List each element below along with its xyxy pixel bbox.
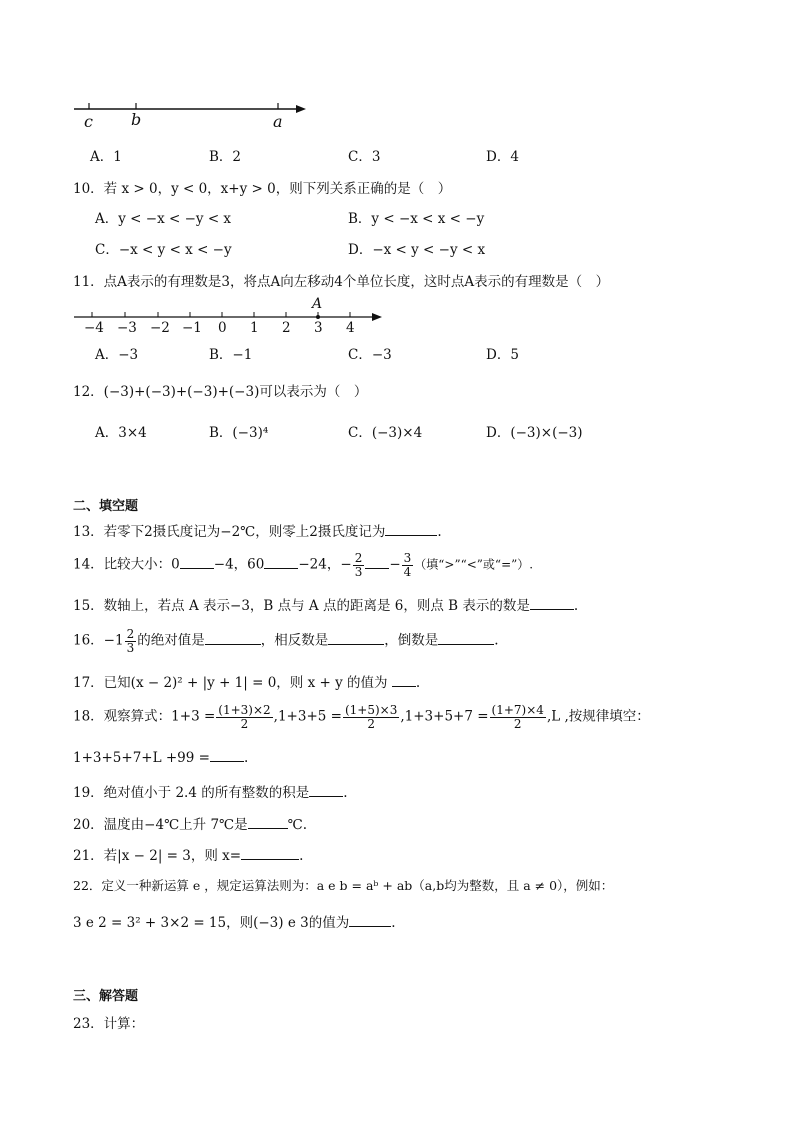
q22-line-1: 22．定义一种新运算 e ，规定运算法则为：a e b = aᵇ + ab（a,b均为整数，且 a ≠ 0），例如： xyxy=(73,878,614,893)
q11-tick--2: −2 xyxy=(150,320,170,336)
q10-stem: 10．若 x > 0，y < 0，x+y > 0，则下列关系正确的是（ ） xyxy=(73,181,452,197)
q11-tick--3: −3 xyxy=(117,320,137,336)
q16-fraction-denominator: 3 xyxy=(126,640,135,655)
q10-option-b: B．y < −x < x < −y xyxy=(348,211,485,227)
q12-stem: 12．(−3)+(−3)+(−3)+(−3)可以表示为（ ） xyxy=(73,384,368,400)
q21-text: 21．若|x − 2| = 3，则 x= xyxy=(73,848,242,864)
q18-text-c: ,1+3+5+7 = xyxy=(400,708,489,725)
q23-stem: 23．计算： xyxy=(73,1016,145,1032)
q18-end: . xyxy=(243,750,249,766)
q14-fraction-1 xyxy=(353,552,365,578)
q18-line-2-text: 1+3+5+7+L +99 = xyxy=(73,750,210,766)
section-answer-title: 三、解答题 xyxy=(73,989,139,1004)
q11-point-label: A xyxy=(312,296,323,312)
q18-fraction-2-numerator: (1+5)×3 xyxy=(344,703,398,717)
q17-answer-blank[interactable] xyxy=(392,675,416,687)
q18-text-d: ,L ,按规律填空： xyxy=(546,708,650,725)
q11-option-c: C．−3 xyxy=(348,347,392,363)
q16-text-e: . xyxy=(494,632,499,649)
q14-fraction-1-numerator: 2 xyxy=(354,551,363,565)
q15-answer-blank[interactable] xyxy=(530,598,574,610)
q13 xyxy=(73,520,442,540)
q19-answer-blank[interactable] xyxy=(309,785,343,797)
q14-text-e: （填“>”“<”或“=”）. xyxy=(414,557,534,572)
q14-text-b: −4，60 xyxy=(213,556,265,573)
q18-line-1 xyxy=(73,704,650,730)
q20 xyxy=(73,813,307,833)
q11-option-b: B．−1 xyxy=(209,347,253,363)
q9-label-a: a xyxy=(273,112,283,131)
q14-fraction-2-denominator: 4 xyxy=(403,564,412,579)
q16-fraction xyxy=(125,628,137,654)
q14-blank-1[interactable] xyxy=(180,557,214,569)
q21-answer-blank[interactable] xyxy=(241,848,299,860)
q18-fraction-1 xyxy=(216,704,272,730)
q16-text-a: 16．−1 xyxy=(73,632,124,649)
q11-tick-0: 0 xyxy=(218,320,227,336)
q16-blank-opposite[interactable] xyxy=(328,633,384,645)
q18-fraction-3-denominator: 2 xyxy=(513,716,522,731)
q14-blank-3[interactable] xyxy=(365,557,389,569)
q11-tick--4: −4 xyxy=(84,320,104,336)
q18-fraction-2-denominator: 2 xyxy=(367,716,375,731)
q19 xyxy=(73,781,348,801)
q14-fraction-2-numerator: 3 xyxy=(403,551,412,565)
q22-text: 3 e 2 = 3² + 3×2 = 15，则(−3) e 3的值为 xyxy=(73,915,350,931)
q15-end: . xyxy=(573,598,579,614)
q18-answer-blank[interactable] xyxy=(210,750,244,762)
q19-text: 19．绝对值小于 2.4 的所有整数的积是 xyxy=(73,785,310,801)
q18-fraction-1-numerator: (1+3)×2 xyxy=(218,703,271,717)
q22-answer-blank[interactable] xyxy=(349,915,391,927)
q10-option-d: D．−x < y < −y < x xyxy=(348,242,486,258)
q18-fraction-3-numerator: (1+7)×4 xyxy=(491,703,544,717)
q10-option-a: A．y < −x < −y < x xyxy=(95,211,232,227)
q12-option-b: B．(−3)⁴ xyxy=(209,425,269,441)
q22-line-2 xyxy=(73,911,396,931)
q10-option-c: C．−x < y < x < −y xyxy=(95,242,232,258)
q14-text-a: 14．比较大小：0 xyxy=(73,556,180,573)
q11-option-d: D．5 xyxy=(486,347,519,363)
q16-text-b: 的绝对值是 xyxy=(137,632,205,649)
q17-end: . xyxy=(415,675,421,691)
q14-blank-2[interactable] xyxy=(264,557,298,569)
q11-tick--1: −1 xyxy=(182,320,202,336)
q16 xyxy=(73,628,499,654)
q11-stem: 11．点A表示的有理数是3，将点A向左移动4个单位长度，这时点A表示的有理数是（ ） xyxy=(73,274,610,290)
q14 xyxy=(73,552,533,578)
q14-fraction-1-denominator: 3 xyxy=(354,564,363,579)
q11-option-a: A．−3 xyxy=(95,347,139,363)
q18-fraction-3 xyxy=(490,704,546,730)
q13-answer-blank[interactable] xyxy=(385,524,437,536)
q19-end: . xyxy=(343,785,348,801)
q11-tick-1: 1 xyxy=(250,320,259,336)
q16-blank-reciprocal[interactable] xyxy=(438,633,494,645)
q20-answer-blank[interactable] xyxy=(248,817,288,829)
q9-option-c: C．3 xyxy=(348,149,381,165)
q14-text-c: −24，− xyxy=(298,556,352,573)
q11-tick-3: 3 xyxy=(314,320,323,336)
q12-option-c: C．(−3)×4 xyxy=(348,425,423,441)
q21-end: . xyxy=(299,848,304,864)
q9-label-b: b xyxy=(131,110,142,129)
q15-text: 15．数轴上，若点 A 表示−3，B 点与 A 点的距离是 6，则点 B 表示的数是 xyxy=(73,598,530,614)
q11-tick-4: 4 xyxy=(346,320,355,336)
q18-fraction-2 xyxy=(343,704,399,730)
q9-option-d: D．4 xyxy=(486,149,519,165)
q9-option-a: A．1 xyxy=(90,149,122,165)
section-fill-in-title: 二、填空题 xyxy=(73,499,139,514)
q9-label-c: c xyxy=(84,112,93,131)
q22-end: . xyxy=(391,915,396,931)
q11-tick-2: 2 xyxy=(282,320,291,336)
q18-line-2 xyxy=(73,750,248,766)
q17 xyxy=(73,671,420,691)
q16-text-c: ，相反数是 xyxy=(260,632,329,649)
q14-text-d: − xyxy=(389,556,401,573)
q9-option-b: B．2 xyxy=(209,149,242,165)
q20-text: 20．温度由−4℃上升 7℃是 xyxy=(73,817,248,833)
q16-blank-abs[interactable] xyxy=(205,633,261,645)
q21 xyxy=(73,844,303,864)
q18-text-b: ,1+3+5 = xyxy=(273,708,342,725)
q13-end: . xyxy=(437,524,442,540)
q15 xyxy=(73,594,578,614)
q13-text: 13．若零下2摄氏度记为−2℃，则零上2摄氏度记为 xyxy=(73,524,386,540)
q12-option-a: A．3×4 xyxy=(95,425,147,441)
q16-fraction-numerator: 2 xyxy=(126,627,135,641)
q20-end: ℃. xyxy=(287,817,308,833)
q18-fraction-1-denominator: 2 xyxy=(240,716,249,731)
q18-text-a: 18．观察算式：1+3 = xyxy=(73,708,216,725)
q17-text: 17．已知(x − 2)² + |y + 1| = 0，则 x + y 的值为 xyxy=(73,675,388,691)
q12-option-d: D．(−3)×(−3) xyxy=(486,425,583,441)
q16-text-d: ，倒数是 xyxy=(384,632,439,649)
q14-fraction-2 xyxy=(402,552,414,578)
